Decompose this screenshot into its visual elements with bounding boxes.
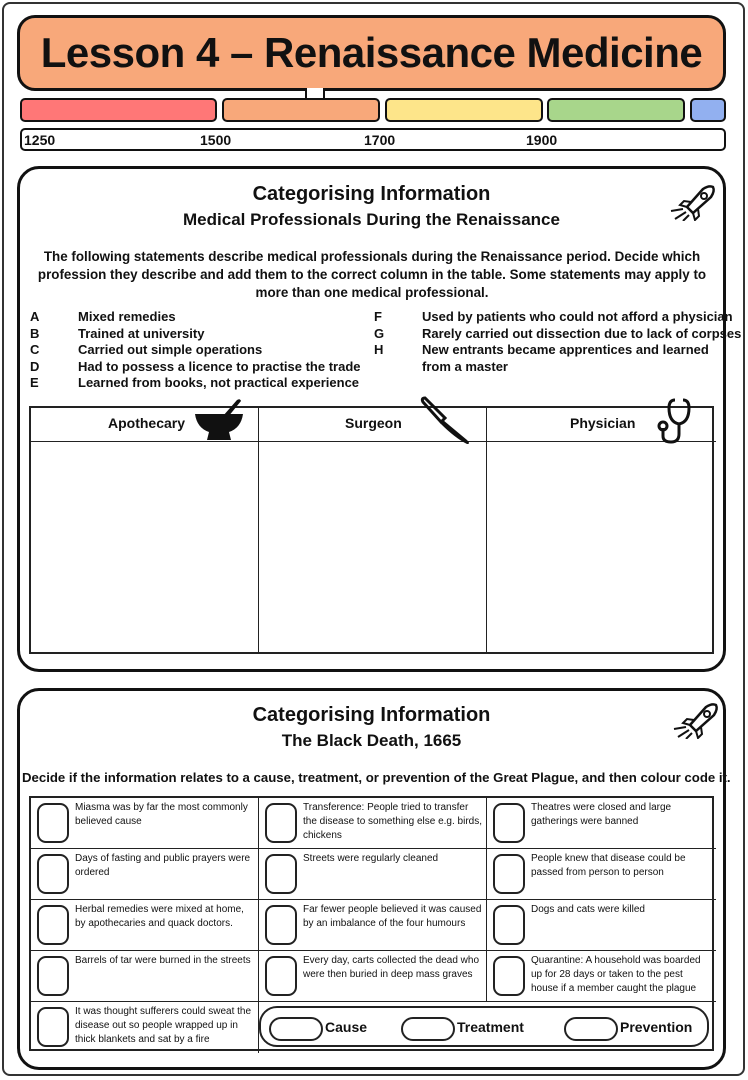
column-header [259,408,486,442]
colour-box[interactable] [493,905,525,945]
timeline-segment-3 [385,98,543,122]
plague-fact-text: Herbal remedies were mixed at home, by apothecaries and quack doctors. [75,904,244,929]
section-subtitle: Medical Professionals During the Renaissance [183,210,560,229]
treatment-label: Treatment [457,1019,524,1035]
column-header [31,408,258,442]
colour-box[interactable] [265,956,297,996]
plague-fact-text: It was thought sufferers could sweat the disease out so people wrapped up in thick blankets and sat by a fire [75,1006,252,1045]
plague-fact-cell[interactable] [487,849,716,900]
plague-fact-cell[interactable] [259,798,487,849]
statement-item [374,342,719,376]
section1-instructions: The following statements describe medical professionals during the Renaissance period. Decide which profession they describe and add them to the correct column in the table. Some statements may apply to more than one medical professional. [37,249,707,300]
professions-table [29,406,714,654]
statement-item [30,375,360,392]
plague-fact-text: Every day, carts collected the dead who were then buried in deep mass graves [303,955,480,980]
colour-box[interactable] [265,905,297,945]
plague-fact-cell[interactable] [487,951,716,1002]
statement-item [374,326,742,343]
statement-text: Used by patients who could not afford a physician [422,309,733,324]
statement-item [30,309,350,326]
statement-text: New entrants became apprentices and learned [422,342,709,357]
timeline-segment-5 [690,98,726,122]
plague-fact-cell[interactable] [31,849,259,900]
statement-letter: B [30,326,40,341]
lesson-title-banner [17,15,726,91]
colour-box[interactable] [265,803,297,843]
column-header [487,408,716,442]
surgeon-column[interactable] [259,408,487,652]
statement-item [30,359,361,376]
column-header-label: Apothecary [108,415,186,431]
plague-fact-cell[interactable] [259,849,487,900]
colour-box[interactable] [37,803,69,843]
section-heading [20,183,723,230]
plague-fact-text: Far fewer people believed it was caused by an imbalance of the four humours [303,904,482,929]
plague-fact-text: Transference: People tried to transfer the disease to something else e.g. birds, chickens [303,802,482,841]
statement-letter: C [30,342,40,357]
prevention-colour-swatch[interactable] [564,1017,618,1041]
cause-colour-swatch[interactable] [269,1017,323,1041]
plague-fact-cell[interactable] [487,798,716,849]
colour-box[interactable] [37,854,69,894]
plague-fact-text: Theatres were closed and large gatherings were banned [531,802,672,827]
statement-text: Mixed remedies [78,309,176,324]
statement-letter: F [374,309,382,324]
statement-letter: A [30,309,40,324]
apothecary-column[interactable] [31,408,259,652]
timeline-segment-4 [547,98,685,122]
plague-fact-cell[interactable] [487,900,716,951]
statement-letter: G [374,326,385,341]
timeline-segment-2 [222,98,380,122]
colour-box[interactable] [37,956,69,996]
plague-fact-cell[interactable] [31,798,259,849]
rocket-icon [665,181,717,221]
section-heading [20,704,723,751]
year-label: 1700 [364,132,396,148]
statement-text: Trained at university [78,326,205,341]
plague-fact-cell[interactable] [259,951,487,1002]
section-subtitle: The Black Death, 1665 [281,731,462,750]
timeline-segment-1 [20,98,217,122]
statement-item [374,309,733,326]
colour-box[interactable] [493,854,525,894]
plague-fact-text: Streets were regularly cleaned [303,853,439,864]
statement-text: Learned from books, not practical experience [78,375,360,390]
statement-item [30,342,350,359]
colour-box[interactable] [265,854,297,894]
plague-fact-text: People knew that disease could be passed from person to person [531,853,686,878]
lesson-title: Lesson 4 – Renaissance Medicine [40,29,703,76]
treatment-colour-swatch[interactable] [401,1017,455,1041]
statement-letter: H [374,342,384,357]
statement-letter: E [30,375,39,390]
colour-box[interactable] [37,1007,69,1047]
plague-fact-cell[interactable] [31,951,259,1002]
timeline-years [20,128,726,151]
year-label: 1500 [200,132,232,148]
section2-instructions: Decide if the information relates to a cause, treatment, or prevention of the Great Plague, and then colour code it. [22,770,731,785]
cause-label: Cause [325,1019,368,1035]
year-label: 1900 [526,132,558,148]
statement-text: Rarely carried out dissection due to lack of corpses [422,326,742,341]
plague-fact-cell[interactable] [31,1002,259,1053]
physician-column[interactable] [487,408,716,652]
stethoscope-icon [653,396,703,446]
plague-fact-text: Barrels of tar were burned in the streets [75,955,251,966]
plague-fact-cell[interactable] [259,900,487,951]
prevention-label: Prevention [620,1019,693,1035]
column-header-label: Physician [570,415,636,431]
statement-letter: D [30,359,40,374]
plague-fact-text: Miasma was by far the most commonly believed cause [75,802,248,827]
statement-text: Carried out simple operations [78,342,263,357]
colour-box[interactable] [493,956,525,996]
plague-fact-text: Days of fasting and public prayers were ordered [75,853,251,878]
plague-fact-text: Dogs and cats were killed [531,904,645,915]
timeline-current-marker [305,88,325,100]
statement-item [30,326,350,343]
section-title: Categorising Information [252,183,491,205]
colour-box[interactable] [493,803,525,843]
scalpel-icon [419,396,473,446]
year-label: 1250 [24,132,56,148]
colour-box[interactable] [37,905,69,945]
plague-fact-cell[interactable] [31,900,259,951]
colour-key [259,1006,709,1047]
rocket-icon [668,699,720,739]
mortar-and-pestle-icon [193,396,245,442]
statement-text: Had to possess a licence to practise the trade [78,359,361,374]
column-header-label: Surgeon [345,415,402,431]
statement-text-continued: from a master [422,359,508,374]
section-title: Categorising Information [252,704,491,726]
plague-fact-text: Quarantine: A household was boarded up for 28 days or taken to the pest house if a member caught the plague [531,955,701,994]
